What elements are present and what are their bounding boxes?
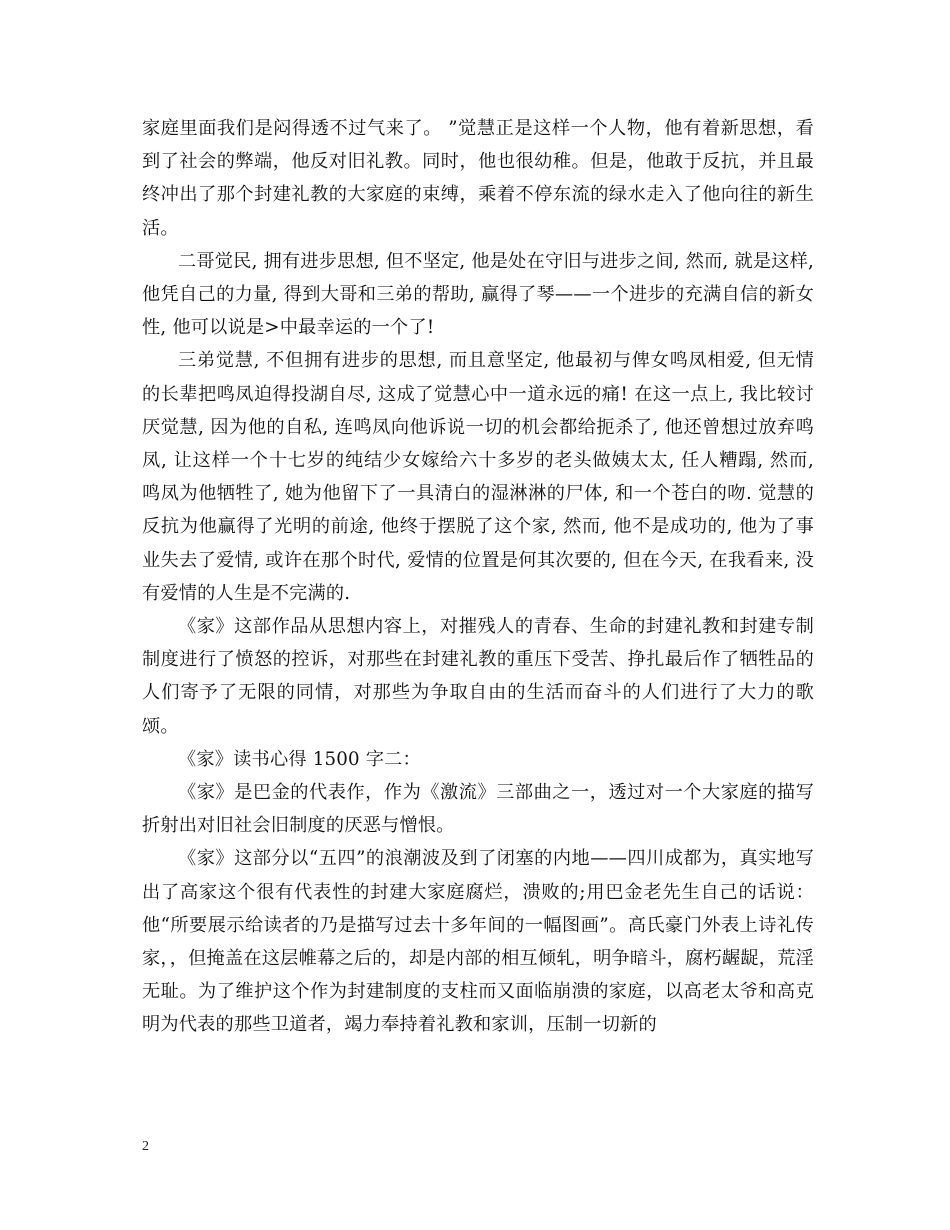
paragraph-2: 二哥觉民, 拥有进步思想, 但不坚定, 他是处在守旧与进步之间, 然而, 就是这样, 他凭自己的力量, 得到大哥和三弟的帮助, 赢得了琴——一个进步的充满自信的新女性, 他可以说是>中最幸运的一个了!: [142, 250, 814, 339]
section-heading: 《家》读书心得 1500 字二：: [178, 748, 421, 770]
paragraph-3: 三弟觉慧, 不但拥有进步的思想, 而且意坚定, 他最初与俾女鸣凤相爱, 但无情的长辈把鸣凤迫得投湖自尽, 这成了觉慧心中一道永远的痛! 在这一点上, 我比较讨厌觉慧, 因为他的自私, 连鸣凤向他诉说一切的机会都给扼杀了, 他还曾想过放弃鸣凤, 让这样一个十七岁的纯结少女嫁给六十多岁的老头做姨太太, 任人糟蹋, 然而, 鸣凤为他牺牲了, 她为他留下了一具清白的湿淋淋的尸体, 和一个苍白的吻. 觉慧的反抗为他赢得了光明的前途, 他终于摆脱了这个家, 然而, 他不是成功的, 他为了事业失去了爱情, 或许在那个时代, 爱情的位置是何其次要的, 但在今天, 在我看来, 没有爱情的人生是不完满的.: [142, 350, 814, 604]
paragraph-1: 家庭里面我们是闷得透不过气来了。 ”觉慧正是这样一个人物，他有着新思想，看到了社会的弊端，他反对旧礼教。同时，他也很幼稚。但是，他敢于反抗，并且最终冲出了那个封建礼教的大家庭的束缚，乘着不停东流的绿水走入了他向往的新生活。: [142, 118, 814, 239]
paragraph-5: 《家》是巴金的代表作，作为《激流》三部曲之一，透过对一个大家庭的描写折射出对旧社会旧制度的厌恶与憎恨。: [142, 782, 814, 837]
page-number: 2: [142, 1139, 149, 1154]
paragraph-4: 《家》这部作品从思想内容上，对摧残人的青春、生命的封建礼教和封建专制制度进行了愤怒的控诉，对那些在封建礼教的重压下受苦、挣扎最后作了牺牲品的人们寄予了无限的同情，对那些为争取自由的生活而奋斗的人们进行了大力的歌颂。: [142, 616, 814, 737]
document-body: [142, 112, 814, 1042]
paragraph-6: 《家》这部分以“五四”的浪潮波及到了闭塞的内地——四川成都为，真实地写出了高家这个很有代表性的封建大家庭腐烂，溃败的;用巴金老先生自己的话说：他“所要展示给读者的乃是描写过去十多年间的一幅图画”。高氏豪门外表上诗礼传家，，但掩盖在这层帷幕之后的，却是内部的相互倾轧，明争暗斗，腐朽龌龊，荒淫无耻。为了维护这个作为封建制度的支柱而又面临崩溃的家庭，以高老太爷和高克明为代表的那些卫道者，竭力奉持着礼教和家训，压制一切新的: [142, 848, 814, 1036]
